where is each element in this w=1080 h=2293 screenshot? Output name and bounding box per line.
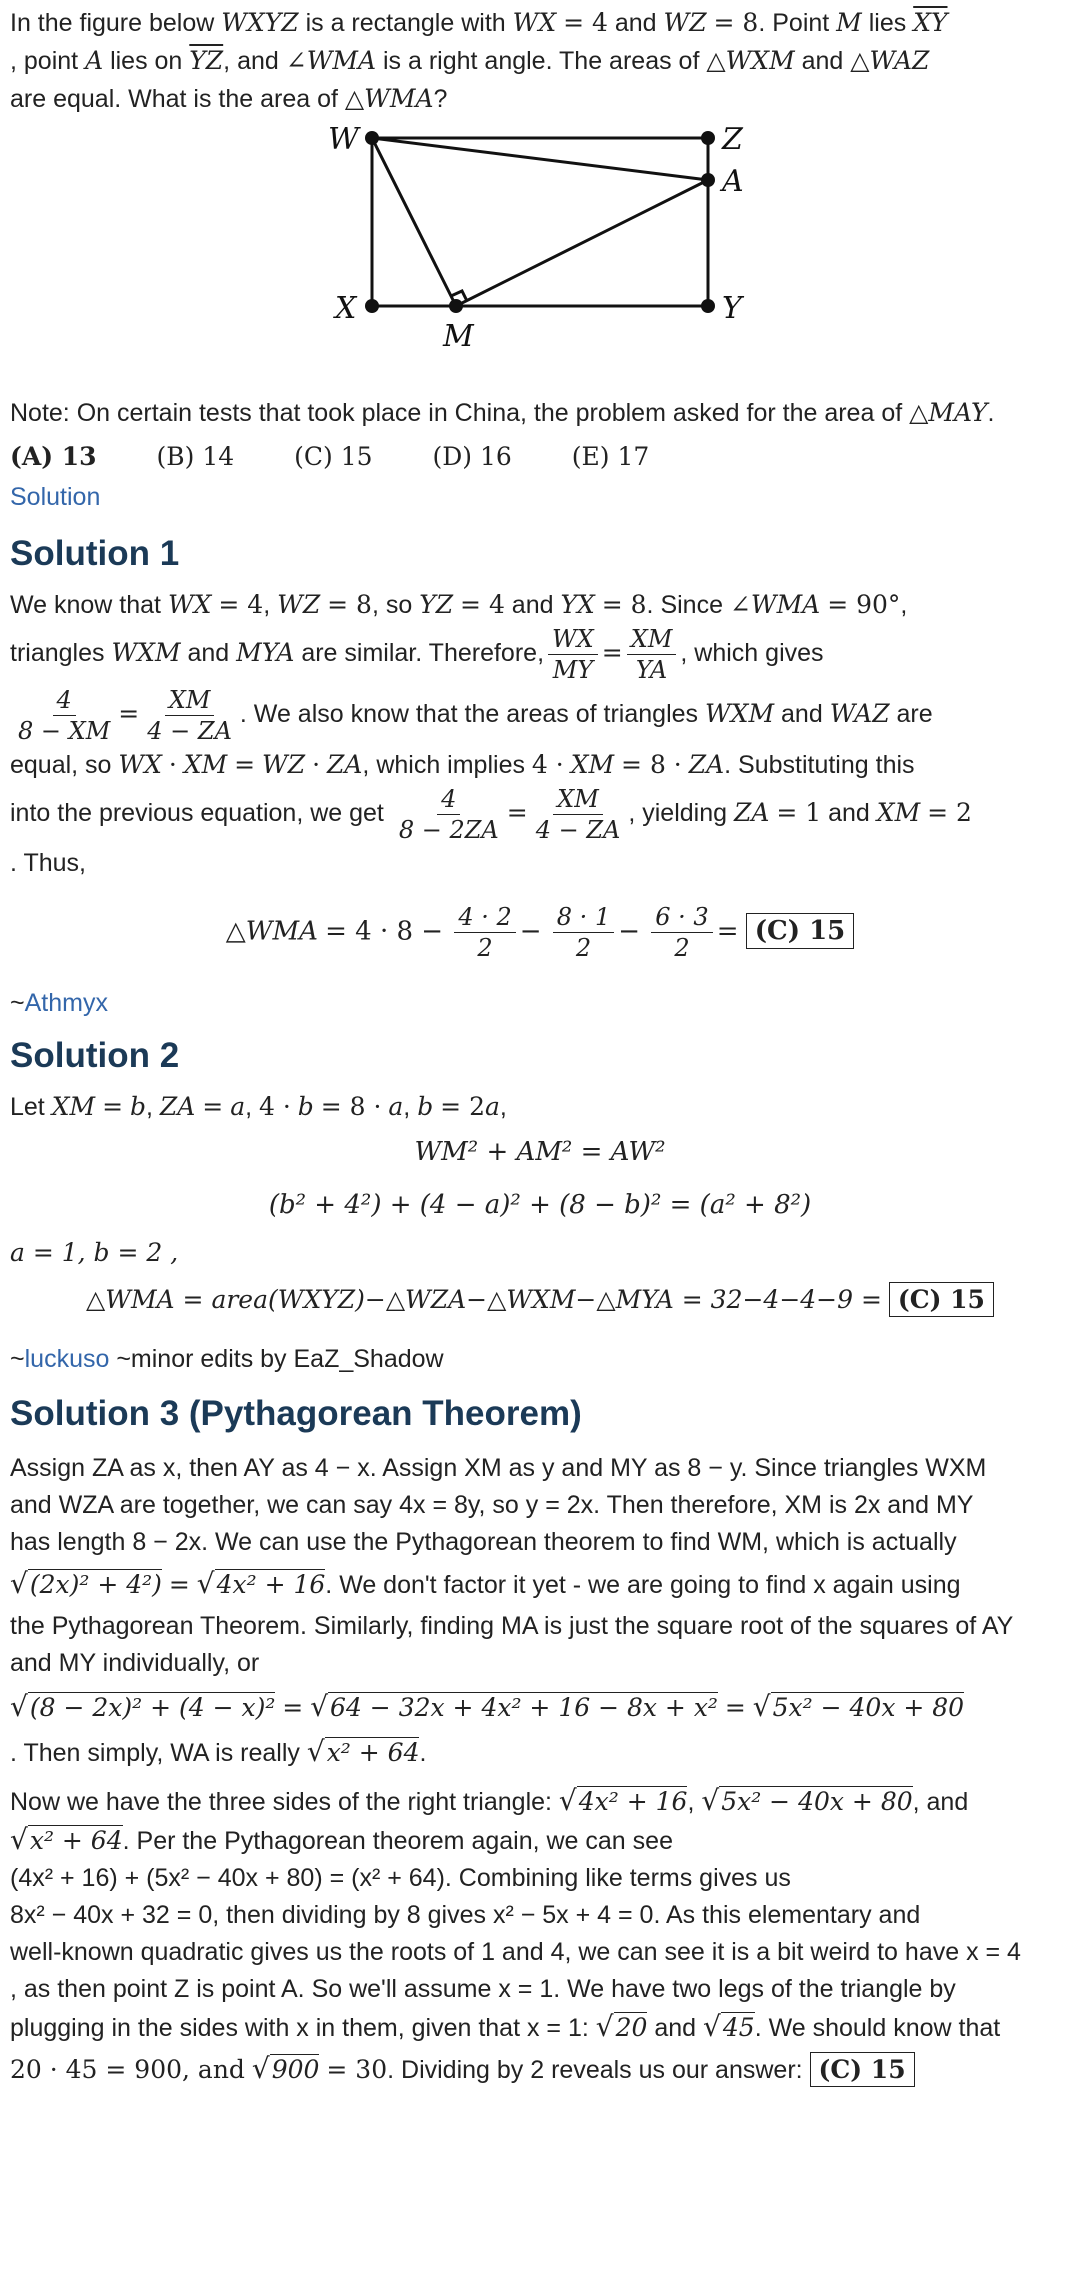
solution-1-heading: Solution 1 xyxy=(10,534,180,573)
sol3-line: , as then point Z is point A. So we'll assume x = 1. We have two legs of the triangle by xyxy=(10,1975,956,2003)
solution-3-heading: Solution 3 (Pythagorean Theorem) xyxy=(10,1394,582,1433)
sol3-line: (4x² + 16) + (5x² − 40x + 80) = (x² + 64). Combining like terms gives us xyxy=(10,1864,791,1892)
sol1-line-c: $\frac{4}{8 - XM}$ = $\frac{XM}{4 - ZA}$ . We also know that the areas of triangles WXM and WAZ are xyxy=(18,686,933,745)
solution-link[interactable]: Solution xyxy=(10,483,101,511)
sol1-line-d: equal, so WX · XM = WZ · ZA, which implies 4 · XM = 8 · ZA. Substituting this xyxy=(10,750,915,779)
sol1-line-e: into the previous equation, we get $\frac{4}{8 - 2ZA}$ = $\frac{XM}{4 - ZA}$ , yielding ZA = 1 and XM = 2 xyxy=(10,785,972,844)
sol2-line-2: a = 1, b = 2 , xyxy=(10,1238,179,1267)
choice-c: (C) 15 xyxy=(294,442,373,471)
sol3-line-legs: plugging in the sides with x in them, given that x = 1: √20 and √45. We should know that xyxy=(10,2010,1001,2043)
problem-line-3: are equal. What is the area of △WMA? xyxy=(10,84,448,113)
sol3-line: and MY individually, or xyxy=(10,1649,260,1677)
sol3-answer: (C) 15 xyxy=(810,2052,915,2087)
sol2-line-1: Let XM = b, ZA = a, 4 · b = 8 · a, b = 2a, xyxy=(10,1092,507,1121)
author-link-luckuso[interactable]: luckuso xyxy=(24,1345,110,1373)
sol3-line: the Pythagorean Theorem. Similarly, finding MA is just the square root of the squares of AY xyxy=(10,1612,1014,1640)
sol3-line: and WZA are together, we can say 4x = 8y, so y = 2x. Then therefore, XM is 2x and MY xyxy=(10,1491,974,1519)
author-link-athmyx[interactable]: Athmyx xyxy=(24,989,108,1017)
choice-d: (D) 16 xyxy=(432,442,512,471)
sol1-line-a: We know that WX = 4, WZ = 8, so YZ = 4 and YX = 8. Since ∠WMA = 90°, xyxy=(10,590,908,619)
sol1-line-b: triangles WXM and MYA are similar. Therefore, $\frac{WX}{MY}$ = $\frac{XM}{YA}$ , which gives xyxy=(10,625,824,684)
geometry-figure xyxy=(10,124,1070,374)
sol3-line-sides-2: √x² + 64. Per the Pythagorean theorem again, we can see xyxy=(10,1823,673,1856)
sol3-line: well-known quadratic gives us the roots of 1 and 4, we can see it is a bit weird to have x = 4 xyxy=(10,1938,1021,1966)
choice-a: (A) 13 xyxy=(10,442,97,471)
sol3-line-final: 20 · 45 = 900, and √900 = 30. Dividing by 2 reveals us our answer: (C) 15 xyxy=(10,2047,1070,2092)
sol3-line: Assign ZA as x, then AY as 4 − x. Assign XM as y and MY as 8 − y. Since triangles WXM xyxy=(10,1454,987,1482)
label-m: M xyxy=(443,319,474,354)
sol2-eq3: △WMA = area(WXYZ)−△WZA−△WXM−△MYA = 32−4−4−9 = (C) 15 xyxy=(10,1281,1070,1319)
problem-line-1: In the figure below WXYZ is a rectangle with WX = 4 and WZ = 8. Point M lies $\overline{XY}$ xyxy=(10,8,948,37)
problem-line-2: , point A lies on $\overline{YZ}$, and ∠WMA is a right angle. The areas of △WXM and △WAZ xyxy=(10,46,930,75)
sol2-answer: (C) 15 xyxy=(889,1282,994,1317)
choice-b: (B) 14 xyxy=(156,442,235,471)
sol3-line-wm: √(2x)² + 4²) = √4x² + 16. We don't factor it yet - we are going to find x again using xyxy=(10,1567,961,1600)
problem-note: Note: On certain tests that took place in China, the problem asked for the area of △MAY. xyxy=(10,398,995,427)
label-w: W xyxy=(328,124,359,157)
sol2-eq2: (b² + 4²) + (4 − a)² + (8 − b)² = (a² + 8²) xyxy=(268,1190,812,1220)
sol3-body xyxy=(10,1450,1070,2092)
sol3-line: has length 8 − 2x. We can use the Pythagorean theorem to find WM, which is actually xyxy=(10,1528,957,1556)
choice-e: (E) 17 xyxy=(571,442,650,471)
sol2-eq1: WM² + AM² = AW² xyxy=(414,1137,666,1167)
sol1-final-equation: △WMA = 4 · 8 − $\frac{4 \cdot 2}{2}$ − $\frac{8 \cdot 1}{2}$ − $\frac{6 \cdot 3}{2}$ = (C) 15 xyxy=(10,902,1070,963)
label-a: A xyxy=(722,164,744,199)
label-x: X xyxy=(335,291,357,326)
sol2-credit: ~luckuso ~minor edits by EaZ_Shadow xyxy=(10,1345,444,1373)
sol1-line-f: . Thus, xyxy=(10,849,86,877)
answer-choices xyxy=(10,438,1070,475)
label-y: Y xyxy=(722,291,742,326)
sol1-answer: (C) 15 xyxy=(746,913,855,949)
sol1-credit: ~Athmyx xyxy=(10,989,108,1017)
label-z: Z xyxy=(722,124,743,157)
sol3-line-ma: √(8 − 2x)² + (4 − x)² = √64 − 32x + 4x² + 16 − 8x + x² = √5x² − 40x + 80 xyxy=(10,1690,965,1723)
solution-2-heading: Solution 2 xyxy=(10,1036,180,1075)
sol3-line-sides: Now we have the three sides of the right triangle: √4x² + 16, √5x² − 40x + 80, and xyxy=(10,1784,969,1817)
sol3-line-wa: . Then simply, WA is really √x² + 64. xyxy=(10,1735,427,1768)
sol3-line: 8x² − 40x + 32 = 0, then dividing by 8 gives x² − 5x + 4 = 0. As this elementary and xyxy=(10,1901,921,1929)
